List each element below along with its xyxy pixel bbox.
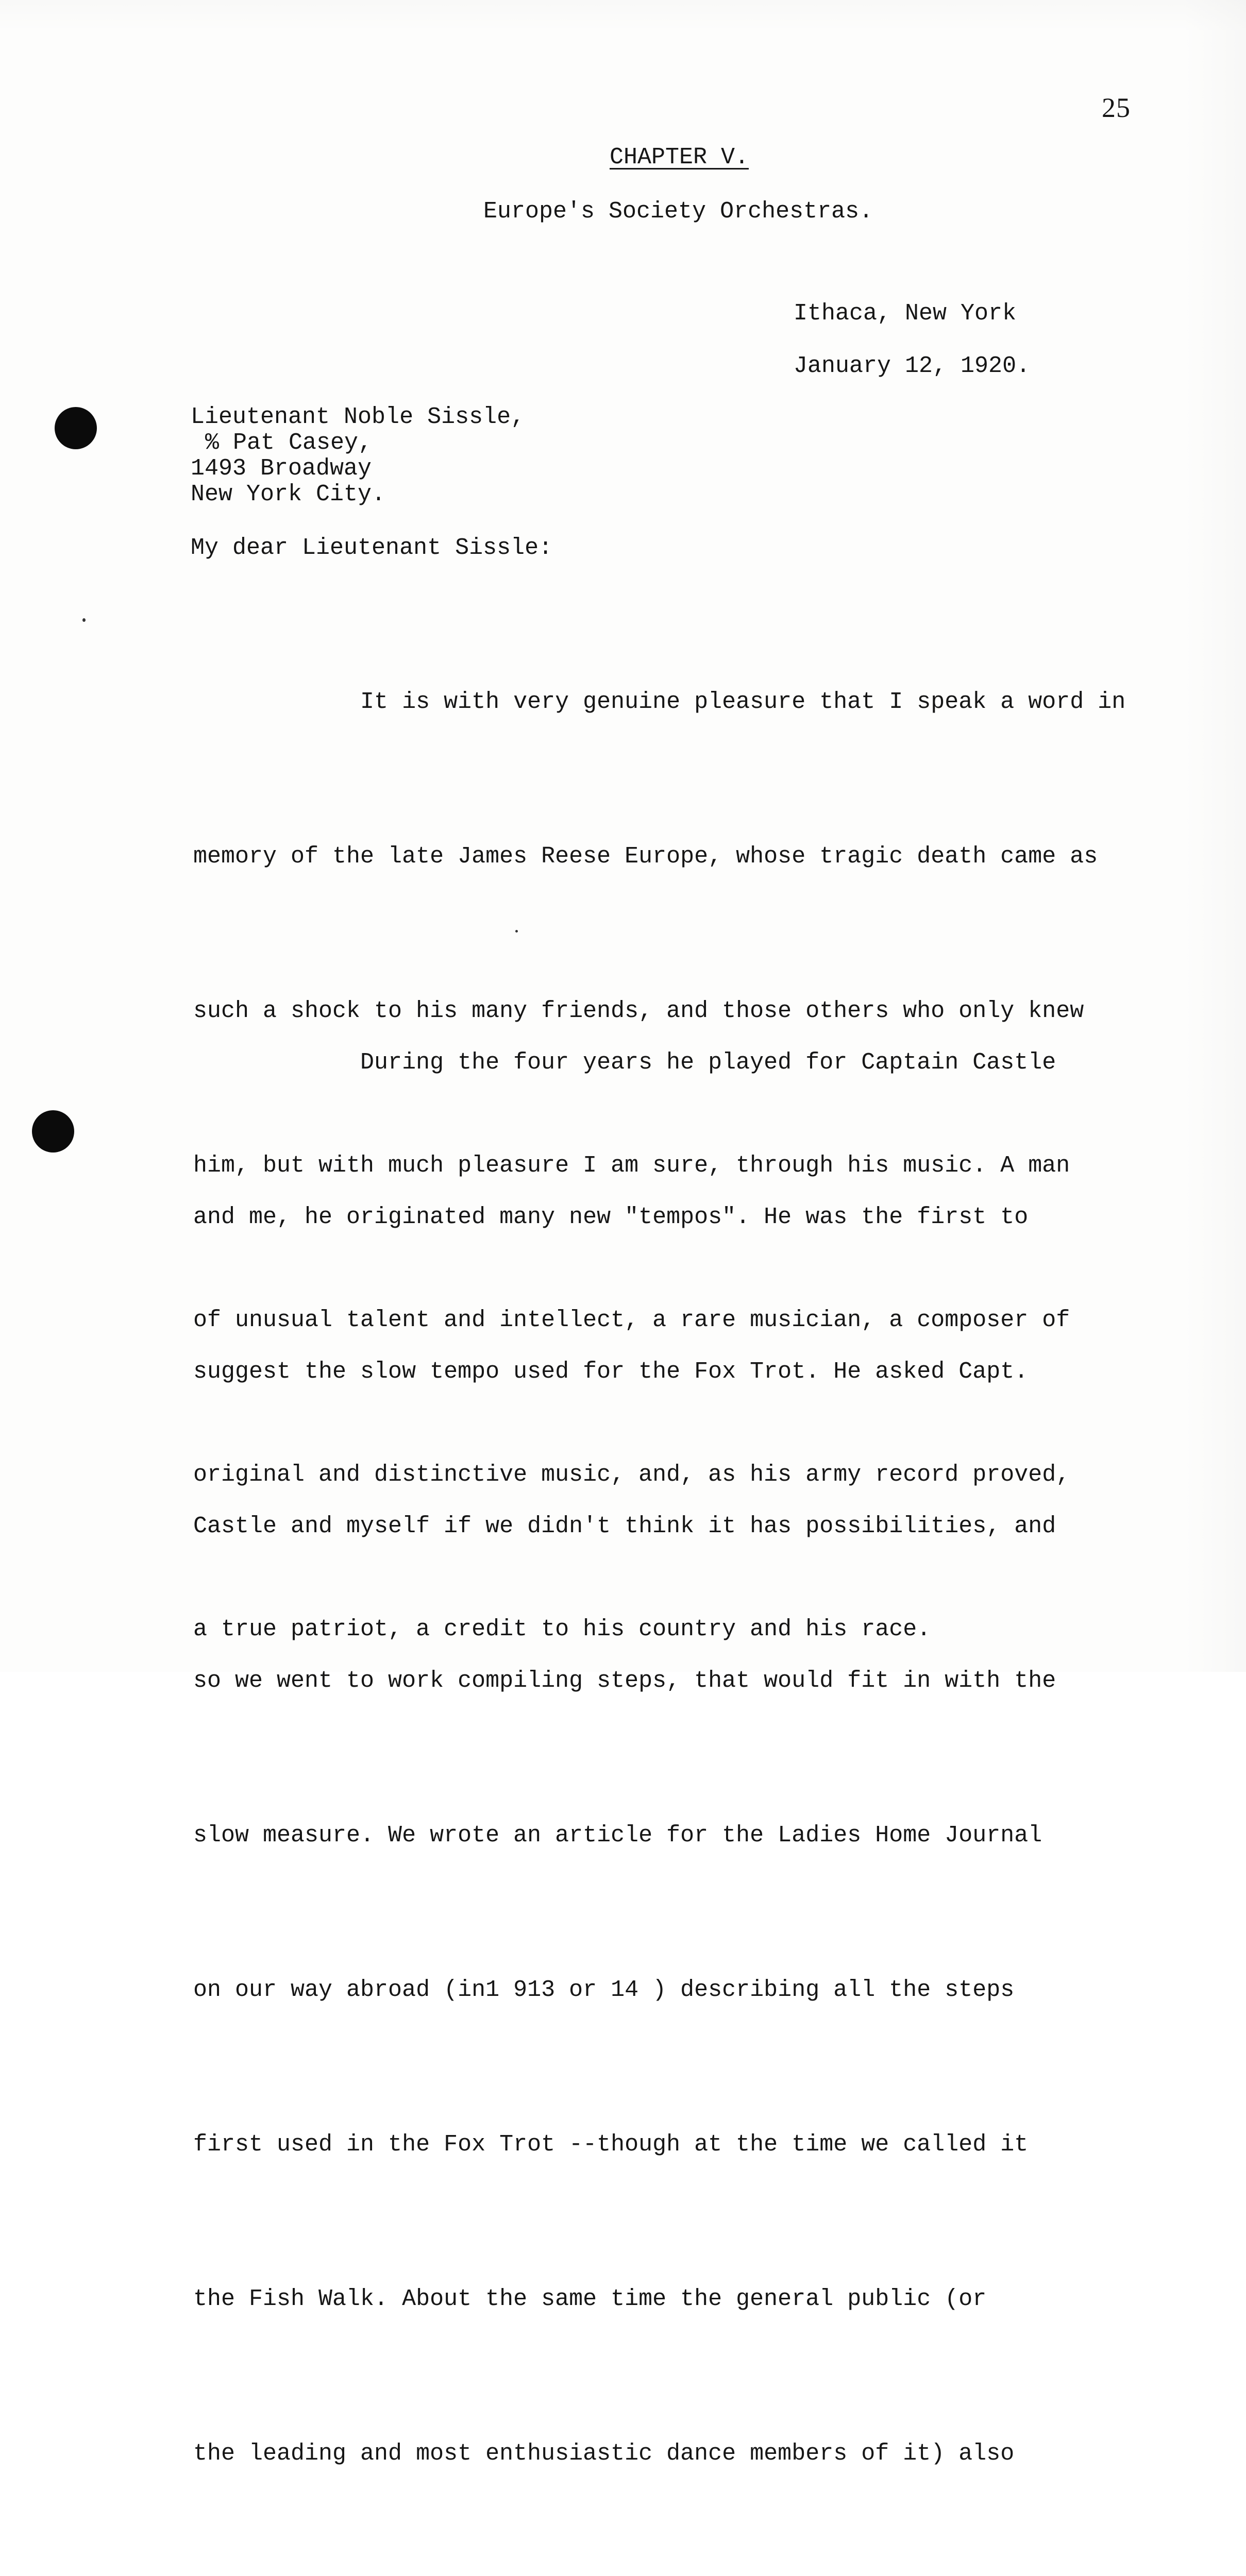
punch-hole-middle xyxy=(32,1110,74,1153)
text-line: suggest the slow tempo used for the Fox Trot. He asked Capt. xyxy=(193,1359,1029,1385)
chapter-subtitle: Europe's Society Orchestras. xyxy=(483,198,873,225)
address-line: % Pat Casey, xyxy=(205,430,373,456)
stray-ink-mark xyxy=(82,618,86,622)
text-line: on our way abroad (in1 913 or 14 ) describing all the steps xyxy=(193,1977,1015,2003)
text-line: original and distinctive music, and, as his army record proved, xyxy=(193,1462,1070,1488)
text-line: During the four years he played for Captain Castle xyxy=(193,1049,1056,1076)
text-line: memory of the late James Reese Europe, whose tragic death came as xyxy=(193,843,1098,870)
text-line: Castle and myself if we didn't think it has possibilities, and xyxy=(193,1513,1056,1539)
text-line: a true patriot, a credit to his country and his race. xyxy=(193,1616,931,1642)
text-line: the Fish Walk. About the same time the general public (or xyxy=(193,2286,987,2312)
dateline-place: Ithaca, New York xyxy=(794,300,1017,327)
salutation: My dear Lieutenant Sissle: xyxy=(191,535,553,561)
text-line: slow measure. We wrote an article for the Ladies Home Journal xyxy=(193,1822,1042,1849)
scan-top-shading xyxy=(0,0,1246,31)
address-line: Lieutenant Noble Sissle, xyxy=(191,404,525,430)
punch-hole-top xyxy=(55,407,97,449)
text-line: It is with very genuine pleasure that I speak a word in xyxy=(193,689,1126,715)
recipient-address xyxy=(191,404,525,507)
text-line: the leading and most enthusiastic dance members of it) also xyxy=(193,2441,1015,2467)
chapter-heading: CHAPTER V. xyxy=(610,144,749,171)
address-line: New York City. xyxy=(191,481,386,507)
text-line: first used in the Fox Trot --though at the time we called it xyxy=(193,2131,1029,2158)
paragraph-2 xyxy=(193,934,1211,2576)
address-line: 1493 Broadway xyxy=(191,455,372,482)
text-line: him, but with much pleasure I am sure, through his music. A man xyxy=(193,1153,1070,1179)
page-number: 25 xyxy=(1102,92,1131,123)
text-line: and me, he originated many new "tempos". He was the first to xyxy=(193,1204,1029,1230)
text-line: such a shock to his many friends, and those others who only knew xyxy=(193,998,1084,1024)
dateline-date: January 12, 1920. xyxy=(794,353,1031,379)
text-line: of unusual talent and intellect, a rare musician, a composer of xyxy=(193,1307,1070,1333)
text-line: so we went to work compiling steps, that would fit in with the xyxy=(193,1668,1056,1694)
